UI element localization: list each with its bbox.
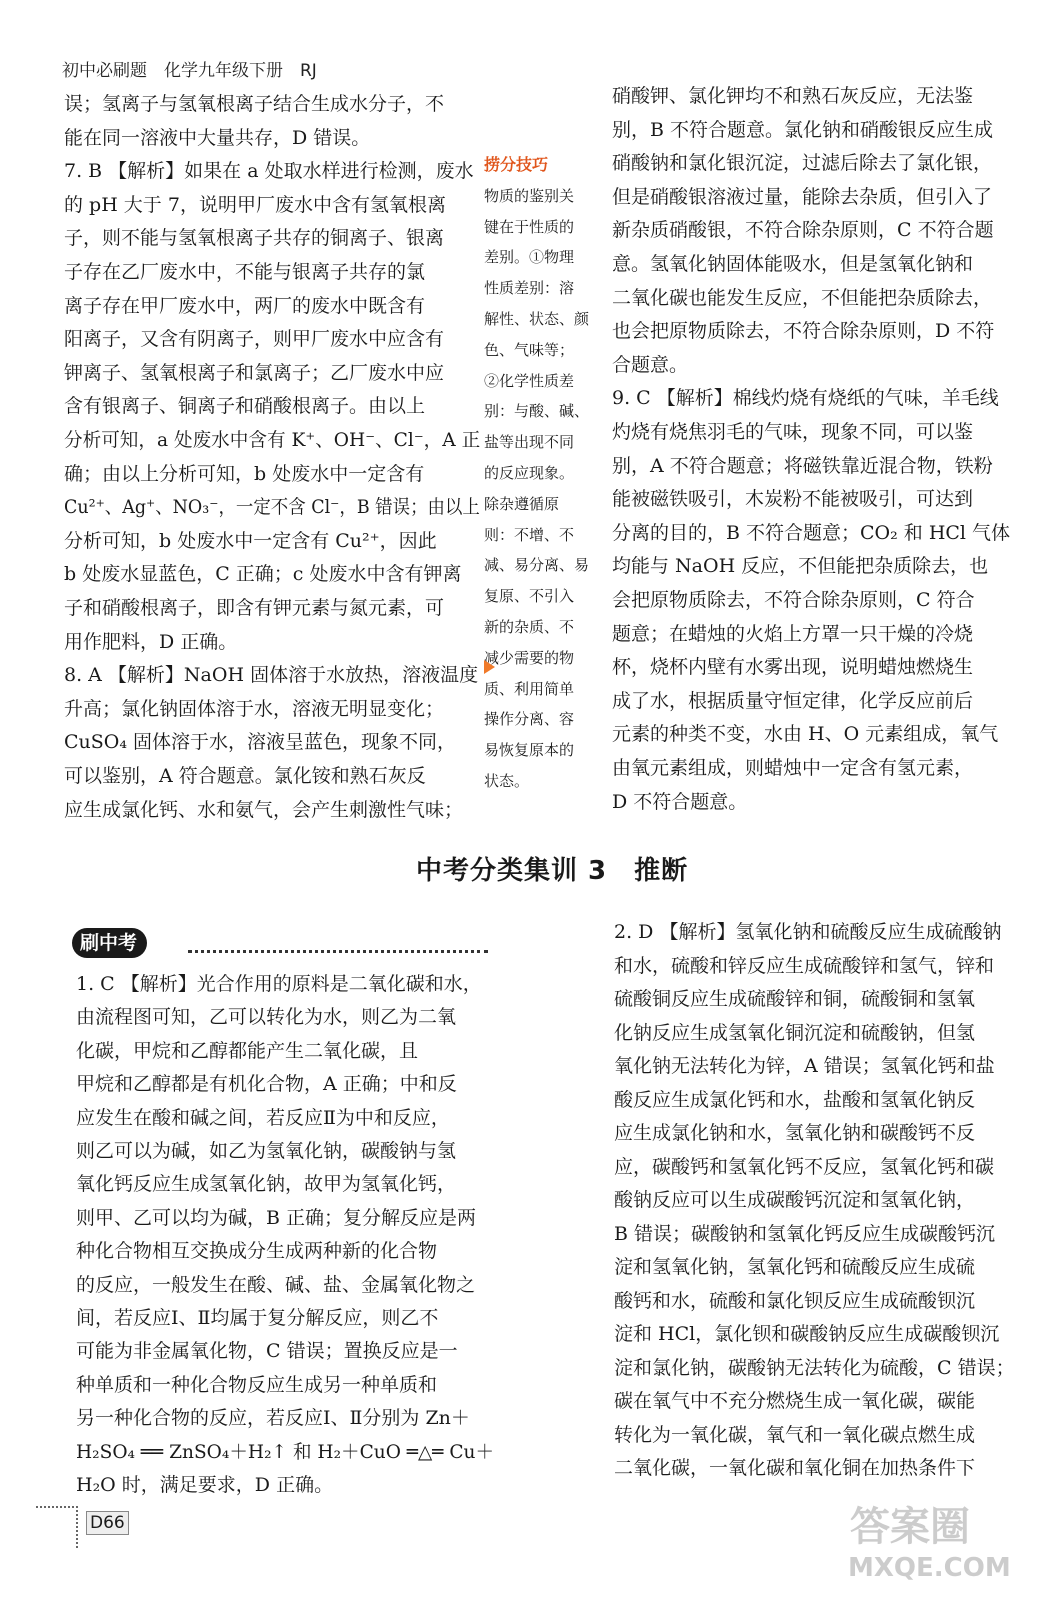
bottom-left-text-line: H₂SO₄ ══ ZnSO₄＋H₂↑ 和 H₂＋CuO ═△═ Cu＋	[76, 1440, 495, 1463]
bottom-right-text-line: 淀和氢氧化钠，氢氧化钙和硫酸反应生成硫	[614, 1256, 976, 1278]
right-text-line: 杯，烧杯内壁有水雾出现，说明蜡烛燃烧生	[612, 656, 974, 679]
right-text-line: 会把原物质除去，不符合除杂原则，C 符合	[612, 589, 975, 611]
left-text-line: 离子存在甲厂废水中，两厂的废水中既含有	[64, 294, 426, 317]
bottom-left-text-line: 的反应，一般发生在酸、碱、盐、金属氧化物之	[76, 1273, 476, 1296]
left-text-line: CuSO₄ 固体溶于水，溶液呈蓝色，现象不同，	[64, 731, 457, 754]
left-text-line: 子和硝酸根离子，即含有钾元素与氮元素，可	[64, 597, 445, 619]
bottom-right-text-line: 转化为一氧化碳，氧气和一氧化碳点燃生成	[614, 1423, 976, 1446]
tip-line: 物质的鉴别关	[484, 186, 575, 205]
bottom-left-text-line: H₂O 时，满足要求，D 正确。	[76, 1474, 334, 1496]
bottom-left-text-line: 氧化钙反应生成氢氧化钠，故甲为氢氧化钙，	[76, 1173, 457, 1196]
left-text-line: 分析可知，b 处废水中一定含有 Cu²⁺，因此	[64, 529, 437, 552]
tip-line: 差别。①物理	[484, 248, 575, 267]
right-text-line: 硝酸钠和氯化银沉淀，过滤后除去了氯化银，	[612, 152, 993, 175]
left-text-line: 7. B 【解析】如果在 a 处取水样进行检测，废水	[64, 160, 474, 183]
right-text-line: 意。氢氧化钠固体能吸水，但是氢氧化钠和	[612, 253, 974, 275]
page-number: D66	[86, 1511, 129, 1535]
bottom-right-text-line: 碳在氧气中不充分燃烧生成一氧化碳，碳能	[614, 1390, 976, 1412]
bottom-left-text-line: 种化合物相互交换成分生成两种新的化合物	[76, 1240, 438, 1263]
left-text-line: 升高；氯化钠固体溶于水，溶液无明显变化；	[64, 697, 445, 720]
watermark-logo: 答案圈	[850, 1504, 970, 1550]
bottom-left-text-line: 应发生在酸和碱之间，若反应Ⅱ为中和反应，	[76, 1106, 450, 1129]
bottom-left-text-line: 种单质和一种化合物反应生成另一种单质和	[76, 1373, 438, 1396]
tip-line: 盐等出现不同	[484, 433, 575, 452]
bottom-right-text-line: 淀和 HCl，氯化钡和碳酸钠反应生成碳酸钡沉	[614, 1323, 1000, 1345]
left-text-line: 用作肥料，D 正确。	[64, 630, 238, 653]
tip-line: 除杂遵循原	[484, 494, 560, 513]
tip-line: 质、利用简单	[484, 679, 575, 698]
left-text-line: 含有银离子、铜离子和硝酸根离子。由以上	[64, 395, 426, 418]
right-text-line: 由氧元素组成，则蜡烛中一定含有氢元素，	[612, 757, 974, 779]
right-text-line: 二氧化碳也能发生反应，不但能把杂质除去，	[612, 286, 993, 309]
bottom-left-text-line: 可能为非金属氧化物，C 错误；置换反应是一	[76, 1340, 458, 1363]
left-text-line: 分析可知，a 处废水中含有 K⁺、OH⁻、Cl⁻，A 正	[64, 429, 481, 451]
tip-line: 易恢复原本的	[484, 741, 575, 760]
bottom-right-text-line: 化钠反应生成氢氧化铜沉淀和硫酸钠，但氢	[614, 1021, 976, 1044]
tip-line: 复原、不引入	[484, 587, 575, 606]
tip-line: ②化学性质差	[484, 371, 575, 390]
tip-sidebar	[484, 150, 604, 797]
tip-line: 状态。	[484, 771, 530, 790]
tip-line: 减、易分离、易	[484, 556, 590, 575]
right-text-line: 硝酸钾、氯化钾均不和熟石灰反应，无法鉴	[612, 85, 974, 107]
tip-line: 解性、状态、颜	[484, 309, 590, 328]
right-text-line: 能被磁铁吸引，木炭粉不能被吸引，可达到	[612, 488, 974, 511]
tip-line: 色、气味等；	[484, 340, 575, 359]
left-text-line: b 处废水显蓝色，C 正确；c 处废水中含有钾离	[64, 563, 462, 586]
tip-line: 键在于性质的	[484, 217, 575, 236]
sidebar-arrow-icon	[484, 660, 495, 674]
tip-line: 新的杂质、不	[484, 617, 575, 636]
bottom-left-text-line: 另一种化合物的反应，若反应Ⅰ、Ⅱ分别为 Zn＋	[76, 1407, 470, 1430]
tip-line: 则：不增、不	[484, 525, 575, 544]
tip-line: 的反应现象。	[484, 463, 575, 482]
corner-mark	[36, 1506, 78, 1548]
right-text-line: 元素的种类不变，水由 H、O 元素组成，氧气	[612, 723, 999, 746]
left-text-line: 误；氢离子与氢氧根离子结合生成水分子，不	[64, 93, 445, 115]
bottom-left-text-line: 甲烷和乙醇都是有机化合物，A 正确；中和反	[76, 1073, 457, 1096]
left-text-line: 子，则不能与氢氧根离子共存的铜离子、银离	[64, 227, 445, 250]
section-title: 中考分类集训 3 推断	[416, 856, 689, 886]
left-text-line: Cu²⁺、Ag⁺、NO₃⁻，一定不含 Cl⁻，B 错误；由以上	[64, 496, 480, 519]
left-text-line: 应生成氯化钙、水和氨气，会产生刺激性气味；	[64, 798, 464, 821]
right-text-line: 分离的目的，B 不符合题意；CO₂ 和 HCl 气体	[612, 521, 1011, 544]
left-text-line: 的 pH 大于 7，说明甲厂废水中含有氢氧根离	[64, 193, 446, 216]
right-text-line: 但是硝酸银溶液过量，能除去杂质，但引入了	[612, 185, 993, 208]
right-text-line: 新杂质硝酸银，不符合除杂原则，C 不符合题	[612, 219, 994, 242]
bottom-left-text-line: 则乙可以为碱，如乙为氢氧化钠，碳酸钠与氢	[76, 1140, 457, 1162]
bottom-right-text-line: 应生成氯化钠和水，氢氧化钠和碳酸钙不反	[614, 1122, 976, 1144]
bottom-left-text-line: 化碳，甲烷和乙醇都能产生二氧化碳，且	[76, 1039, 419, 1062]
bottom-right-text-line: 和水，硫酸和锌反应生成硫酸锌和氢气，锌和	[614, 954, 995, 977]
right-text-line: 别，A 不符合题意；将磁铁靠近混合物，铁粉	[612, 454, 993, 477]
bottom-left-text-line: 由流程图可知，乙可以转化为水，则乙为二氧	[76, 1006, 457, 1029]
left-text-line: 阳离子，又含有阴离子，则甲厂废水中应含有	[64, 328, 445, 351]
watermark-url: MXQE.COM	[848, 1553, 1011, 1583]
bottom-right-text-line: 2. D 【解析】氢氧化钠和硫酸反应生成硫酸钠	[614, 921, 1002, 943]
bottom-left-text-line: 1. C 【解析】光合作用的原料是二氧化碳和水，	[76, 973, 482, 995]
tip-line: 减少需要的物	[484, 648, 575, 667]
bottom-right-text-line: 应，碳酸钙和氢氧化钙不反应，氢氧化钙和碳	[614, 1155, 995, 1178]
bottom-right-text-line: 酸钙和水，硫酸和氯化钡反应生成硫酸钡沉	[614, 1289, 976, 1312]
bottom-right-text-line: 氧化钠无法转化为锌，A 错误；氢氧化钙和盐	[614, 1055, 995, 1077]
right-text-line: 合题意。	[612, 353, 689, 376]
left-text-line: 可以鉴别，A 符合题意。氯化铵和熟石灰反	[64, 765, 426, 787]
right-text-line: D 不符合题意。	[612, 790, 748, 813]
tip-line: 操作分离、容	[484, 710, 575, 729]
bottom-right-text-line: 淀和氯化钠，碳酸钠无法转化为硫酸，C 错误；	[614, 1356, 1015, 1379]
bottom-right-text-line: 二氧化碳，一氧化碳和氧化铜在加热条件下	[614, 1457, 976, 1479]
right-text-line: 别，B 不符合题意。氯化钠和硝酸银反应生成	[612, 118, 994, 141]
left-text-line: 能在同一溶液中大量共存，D 错误。	[64, 126, 371, 149]
bottom-left-text-line: 间，若反应Ⅰ、Ⅱ均属于复分解反应，则乙不	[76, 1307, 439, 1329]
left-text-line: 钾离子、氢氧根离子和氯离子；乙厂废水中应	[64, 361, 445, 384]
left-text-line: 8. A 【解析】NaOH 固体溶于水放热，溶液温度	[64, 664, 479, 687]
left-text-line: 确；由以上分析可知，b 处废水中一定含有	[64, 462, 425, 485]
bottom-left-text-line: 则甲、乙可以均为碱，B 正确；复分解反应是两	[76, 1206, 477, 1229]
bottom-right-text-line: 酸反应生成氯化钙和水，盐酸和氢氧化钠反	[614, 1088, 976, 1111]
bottom-right-text-line: 硫酸铜反应生成硫酸锌和铜，硫酸铜和氢氧	[614, 988, 976, 1010]
right-text-line: 均能与 NaOH 反应，不但能把杂质除去，也	[612, 555, 989, 578]
page-header: 初中必刷题 化学九年级下册 RJ	[62, 61, 317, 81]
tip-line: 性质差别：溶	[484, 279, 575, 298]
tip-line: 别：与酸、碱、	[484, 402, 590, 421]
dotted-divider	[188, 930, 488, 953]
right-text-line: 成了水，根据质量守恒定律，化学反应前后	[612, 689, 974, 712]
right-text-line: 9. C 【解析】棉线灼烧有烧纸的气味，羊毛线	[612, 387, 999, 410]
right-text-line: 灼烧有烧焦羽毛的气味，现象不同，可以鉴	[612, 421, 974, 443]
bottom-right-text-line: 酸钠反应可以生成碳酸钙沉淀和氢氧化钠，	[614, 1189, 976, 1211]
left-text-line: 子存在乙厂废水中，不能与银离子共存的氯	[64, 261, 426, 283]
bottom-right-text-line: B 错误；碳酸钠和氢氧化钙反应生成碳酸钙沉	[614, 1222, 996, 1245]
right-text-line: 题意；在蜡烛的火焰上方罩一只干燥的冷烧	[612, 622, 974, 645]
right-text-line: 也会把原物质除去，不符合除杂原则，D 不符	[612, 320, 995, 343]
tip-title: 捞分技巧	[484, 155, 549, 174]
exam-badge: 刷中考	[72, 928, 147, 958]
